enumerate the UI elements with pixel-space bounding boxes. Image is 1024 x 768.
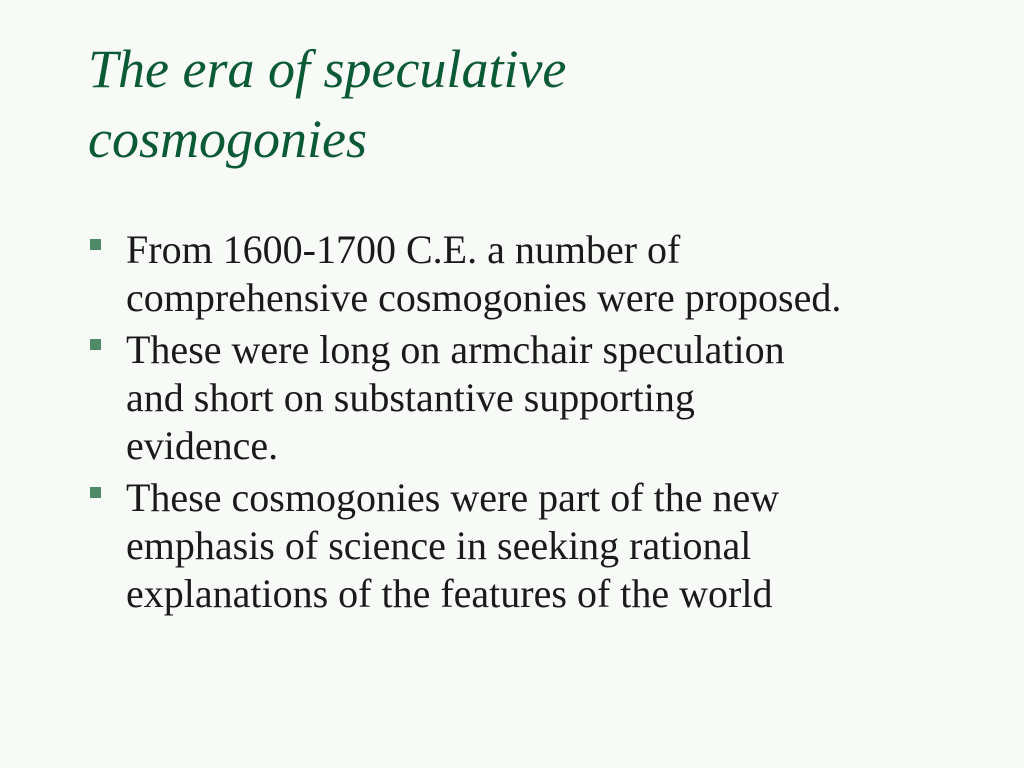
- title-line-1: The era of speculative: [88, 39, 567, 99]
- slide-title: [88, 34, 968, 174]
- bullet-2-line-2: and short on substantive supporting: [126, 375, 695, 420]
- bullet-item-1: [88, 226, 968, 322]
- square-bullet-icon: [90, 339, 101, 350]
- bullet-3-line-2: emphasis of science in seeking rational: [126, 523, 752, 568]
- bullet-2-line-1: These were long on armchair speculation: [126, 327, 785, 372]
- bullet-1-line-2: comprehensive cosmogonies were proposed.: [126, 275, 842, 320]
- square-bullet-icon: [90, 239, 101, 250]
- square-bullet-icon: [90, 487, 101, 498]
- bullet-list: [88, 226, 968, 622]
- bullet-item-2: [88, 326, 968, 470]
- bullet-3-line-3: explanations of the features of the world: [126, 571, 773, 616]
- bullet-item-3: [88, 474, 968, 618]
- title-line-2: cosmogonies: [88, 109, 367, 169]
- bullet-3-line-1: These cosmogonies were part of the new: [126, 475, 780, 520]
- bullet-1-line-1: From 1600-1700 C.E. a number of: [126, 227, 681, 272]
- bullet-2-line-3: evidence.: [126, 423, 279, 468]
